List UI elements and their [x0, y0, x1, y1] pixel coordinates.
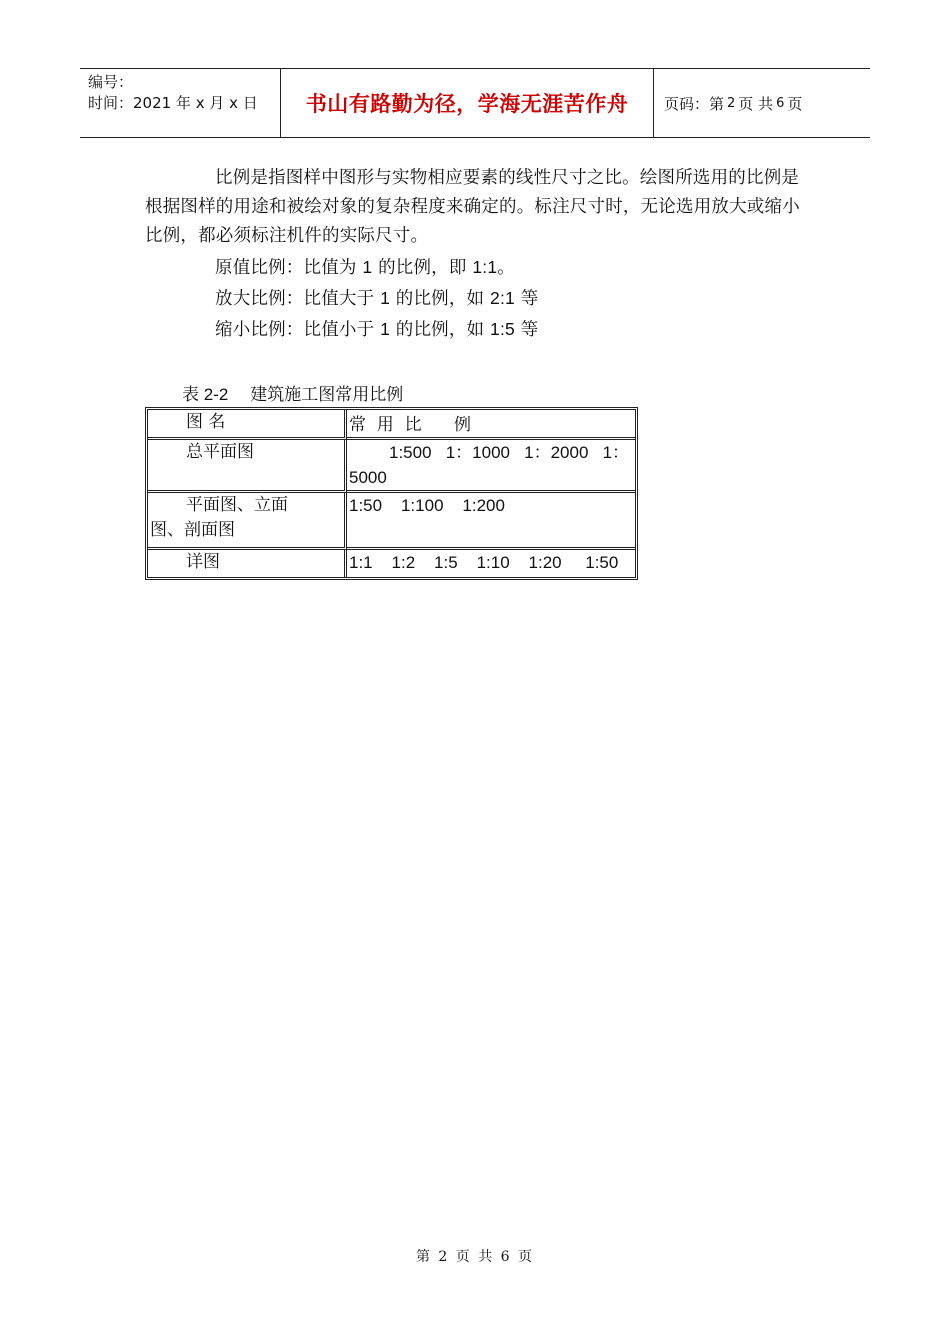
header-name: 图 名 — [148, 410, 347, 440]
page-footer: 第 2 页 共 6 页 — [415, 1249, 535, 1265]
table-caption — [182, 380, 403, 405]
line3-end: 等 — [514, 320, 539, 340]
row-value — [347, 440, 635, 493]
header-motto: 书山有路勤为径，学海无涯苦作舟 — [281, 69, 654, 137]
table-header-row — [148, 410, 635, 440]
line2-num: 1 — [380, 288, 390, 308]
row-name — [148, 493, 347, 550]
line2-pre: 放大比例：比值大于 — [215, 289, 381, 309]
header-info-cell — [80, 69, 281, 137]
line2-val: 2:1 — [490, 288, 515, 308]
scales-table — [145, 407, 638, 580]
page-suffix: 页 — [787, 94, 803, 113]
line1-num: 1 — [362, 257, 373, 277]
time-label: 时间：2021 年 x 月 x 日 — [88, 94, 258, 112]
row-name-line1: 平面图、立面 — [186, 495, 288, 515]
definition-original-scale — [215, 254, 515, 279]
line1-end: 。 — [497, 258, 515, 278]
code-label: 编号： — [88, 73, 134, 91]
row-value-line1: 1:500 1：1000 1：2000 1： — [389, 443, 630, 462]
row-value: 1:1 1:2 1:5 1:10 1:20 1:50 — [349, 553, 619, 572]
line1-pre: 原值比例：比值为 — [215, 258, 363, 278]
definition-enlarge-scale — [215, 285, 538, 310]
row-name: 总平面图 — [148, 440, 347, 493]
page-total: 6 — [776, 95, 785, 111]
page-mid: 页 共 — [738, 94, 774, 113]
line3-mid: 的比例，如 — [390, 320, 491, 340]
intro-paragraph: 比例是指图样中图形与实物相应要素的线性尺寸之比。绘图所选用的比例是根据图样的用途和被绘对象的复杂程度来确定的。标注尺寸时，无论选用放大或缩小比例，都必须标注机件的实际尺寸。 — [145, 168, 800, 246]
header-page-number — [654, 69, 870, 137]
page-current: 2 — [727, 95, 736, 111]
table-row — [148, 493, 635, 550]
page-prefix: 页码：第 — [664, 94, 725, 113]
row-name-line2: 图、剖面图 — [150, 520, 235, 540]
definition-reduce-scale — [215, 316, 538, 341]
row-value-line2: 5000 — [349, 468, 387, 487]
table-row — [148, 440, 635, 493]
row-name: 详图 — [148, 550, 347, 577]
line3-num: 1 — [380, 319, 390, 339]
line3-val: 1:5 — [490, 319, 515, 339]
table-caption-title: 建筑施工图常用比例 — [250, 385, 404, 405]
line3-pre: 缩小比例：比值小于 — [215, 320, 381, 340]
line2-end: 等 — [514, 289, 539, 309]
table-caption-label: 表 2-2 — [182, 385, 229, 404]
line1-val: 1:1 — [472, 257, 498, 277]
table-row — [148, 550, 635, 577]
line1-mid: 的比例，即 — [372, 258, 473, 278]
row-value: 1:50 1:100 1:200 — [347, 493, 635, 550]
header-scales: 常 用 比 例 — [347, 410, 635, 440]
line2-mid: 的比例，如 — [390, 289, 491, 309]
page-header — [80, 68, 870, 138]
